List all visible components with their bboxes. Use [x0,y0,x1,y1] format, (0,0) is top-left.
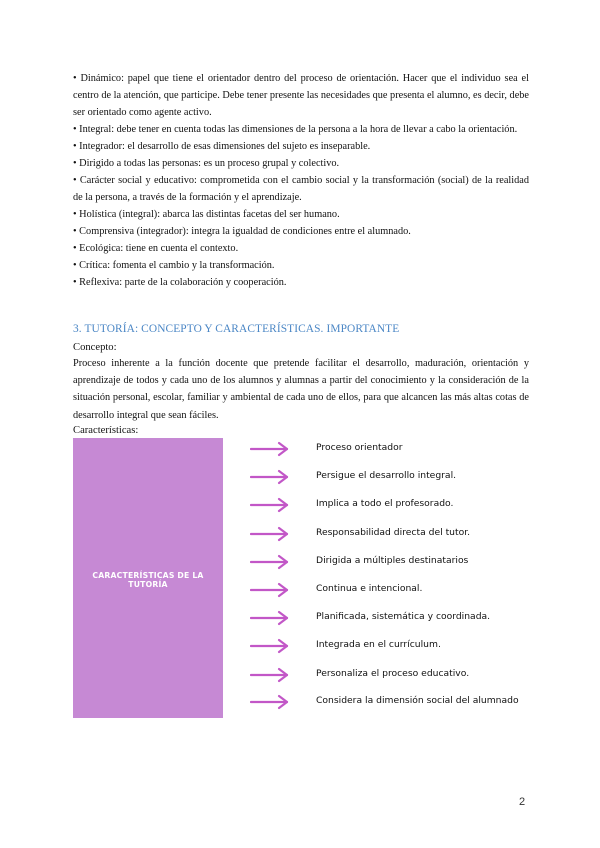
diagram-item-label: Planificada, sistemática y coordinada. [316,611,491,622]
bullet-item: • Holística (integral): abarca las distintas facetas del ser humano. [73,209,340,220]
bullet-item: • Ecológica: tiene en cuenta el contexto. [73,243,239,254]
diagram-item [250,552,550,572]
diagram-title-block [73,438,223,718]
diagram-item [250,636,550,656]
arrow-right-icon [250,467,290,487]
bullet-item: • Crítica: fomenta el cambio y la transformación. [73,260,275,271]
diagram-item-label: Considera la dimensión social del alumnado [316,695,519,706]
diagram-item [250,495,550,515]
diagram-item-label: Integrada en el currículum. [316,639,441,650]
diagram-item [250,467,550,487]
arrow-right-icon [250,552,290,572]
arrow-right-icon [250,580,290,600]
characteristics-label: Características: [73,425,139,436]
diagram-item [250,608,550,628]
diagram-list [250,439,550,719]
diagram-title: CARACTERÍSTICAS DE LA TUTORÍA [92,571,204,589]
arrow-right-icon [250,439,290,459]
section-title: 3. TUTORÍA: CONCEPTO Y CARACTERÍSTICAS. IMPORTANTE [73,323,400,335]
diagram-item-label: Proceso orientador [316,442,403,453]
bullet-item: • Carácter social y educativo: comprometida con el cambio social y la transformación (social) de la realidad de la persona, a través de la formación y el aprendizaje. [73,175,529,203]
diagram-item-label: Continua e intencional. [316,583,423,594]
arrow-right-icon [250,636,290,656]
arrow-right-icon [250,495,290,515]
bullet-item: • Integrador: el desarrollo de esas dimensiones del sujeto es inseparable. [73,141,371,152]
concept-text: Proceso inherente a la función docente que pretende facilitar el desarrollo, maduración, orientación y aprendizaje de todos y cada uno de los alumnos y alumnas a partir del conocimiento y la consideración de la situación personal, escolar, familiar y ambiental de cada uno de ellos, para que alcancen las más altas cotas de desarrollo integral que sean fáciles. [73,358,529,421]
arrow-right-icon [250,524,290,544]
diagram-item [250,439,550,459]
bullet-item: • Reflexiva: parte de la colaboración y cooperación. [73,277,287,288]
diagram-item [250,692,550,712]
page-number: 2 [519,796,526,808]
bullet-item: • Comprensiva (integrador): integra la igualdad de condiciones entre el alumnado. [73,226,411,237]
arrow-right-icon [250,665,290,685]
diagram-item-label: Implica a todo el profesorado. [316,498,454,509]
diagram-item [250,524,550,544]
arrow-right-icon [250,608,290,628]
bullet-item: • Dirigido a todas las personas: es un proceso grupal y colectivo. [73,158,340,169]
diagram-item-label: Dirigida a múltiples destinatarios [316,555,469,566]
bullet-item: • Dinámico: papel que tiene el orientador dentro del proceso de orientación. Hacer que el individuo sea el centro de la atención, que participe. Debe tener presente las necesidades que presenta el alumno, es decir, debe ser orientado como agente activo. [73,73,529,118]
diagram-item [250,665,550,685]
diagram-item-label: Responsabilidad directa del tutor. [316,527,471,538]
diagram-item-label: Persigue el desarrollo integral. [316,470,457,481]
bullet-list [73,70,529,291]
concept-label: Concepto: [73,342,117,353]
bullet-item: • Integral: debe tener en cuenta todas las dimensiones de la persona a la hora de llevar a cabo la orientación. [73,124,518,135]
diagram-item-label: Personaliza el proceso educativo. [316,668,470,679]
arrow-right-icon [250,692,290,712]
diagram-item [250,580,550,600]
